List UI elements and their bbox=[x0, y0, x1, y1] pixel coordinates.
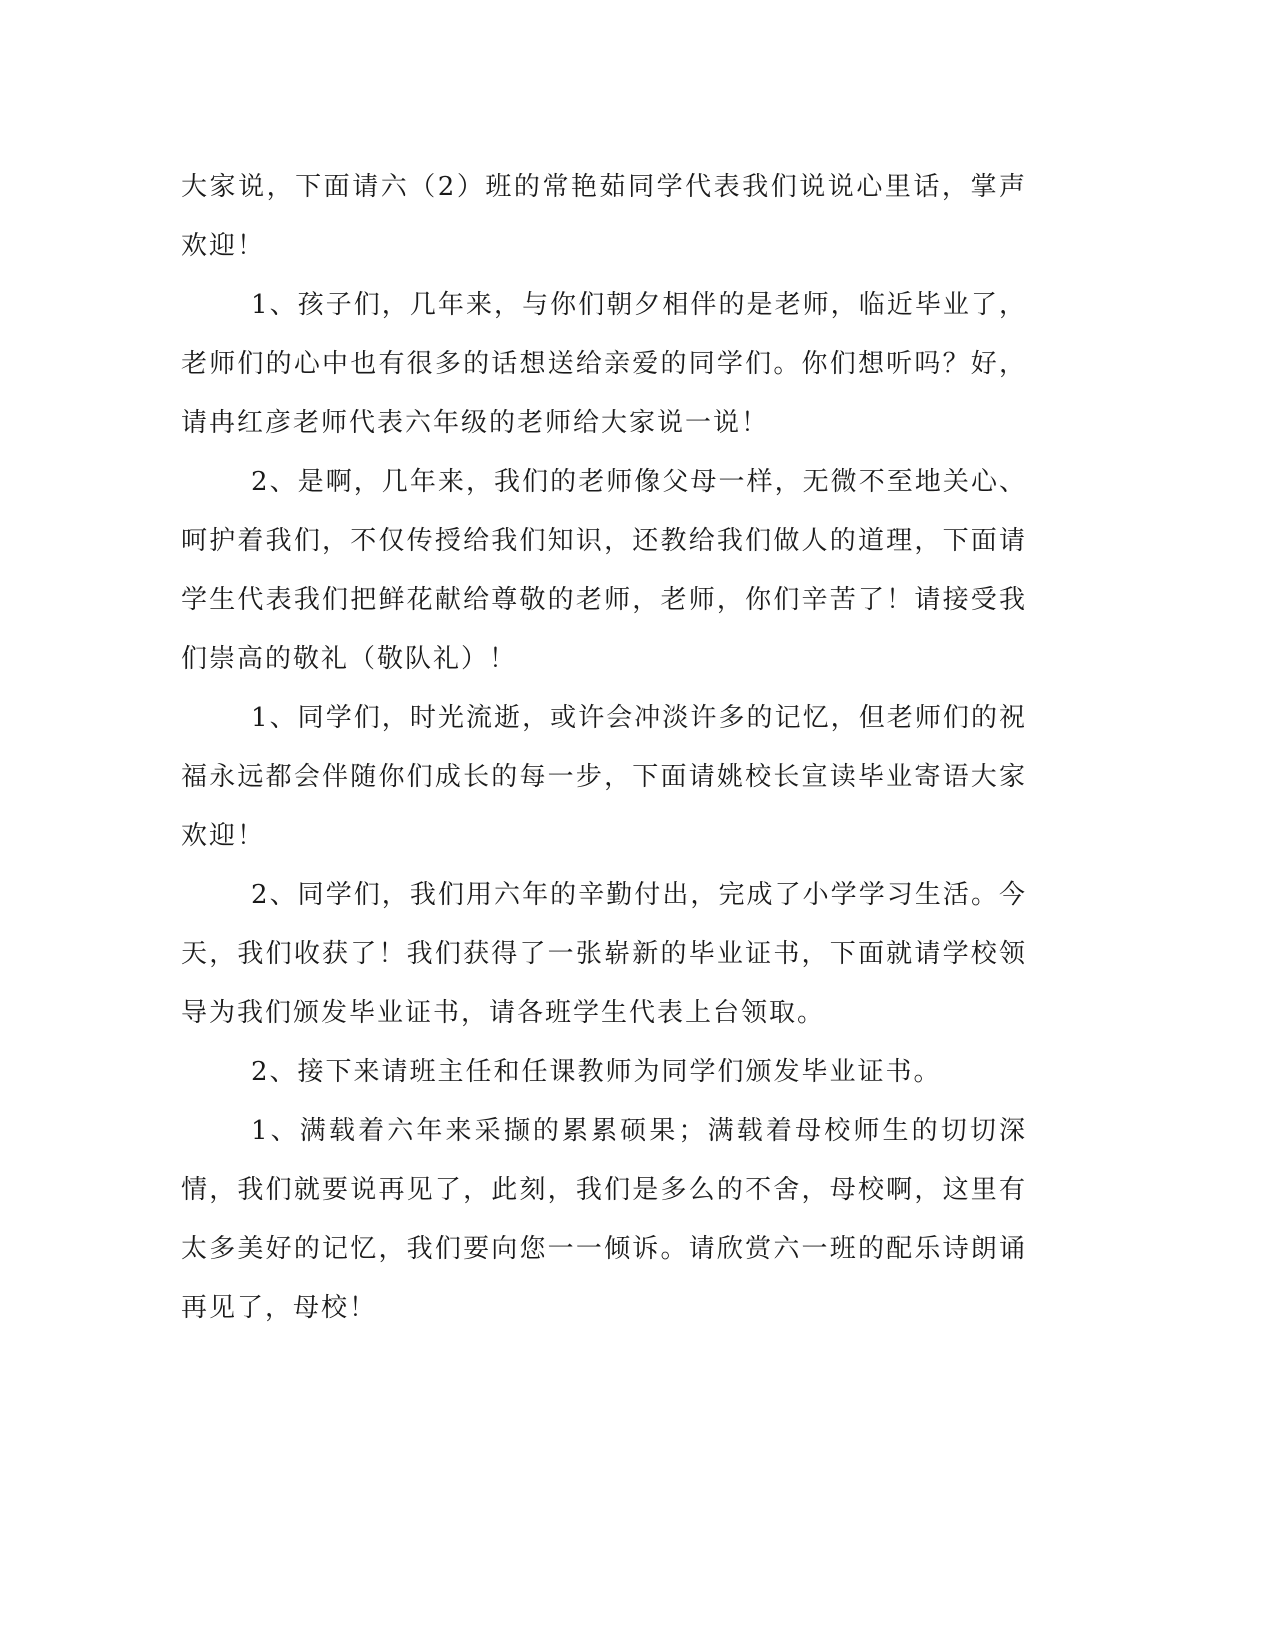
document-body bbox=[181, 158, 1027, 1338]
paragraph-7: 1、满载着六年来采撷的累累硕果；满载着母校师生的切切深情，我们就要说再见了，此刻，我们是多么的不舍，母校啊，这里有太多美好的记忆，我们要向您一一倾诉。请欣赏六一班的配乐诗朗诵再见了，母校！ bbox=[181, 1116, 1027, 1323]
paragraph-6: 2、接下来请班主任和任课教师为同学们颁发毕业证书。 bbox=[251, 1057, 942, 1087]
paragraph-2: 1、孩子们，几年来，与你们朝夕相伴的是老师，临近毕业了，老师们的心中也有很多的话想送给亲爱的同学们。你们想听吗？好，请冉红彦老师代表六年级的老师给大家说一说！ bbox=[181, 290, 1027, 438]
paragraph-4: 1、同学们，时光流逝，或许会冲淡许多的记忆，但老师们的祝福永远都会伴随你们成长的每一步，下面请姚校长宣读毕业寄语大家欢迎！ bbox=[181, 703, 1027, 851]
paragraph-3: 2、是啊，几年来，我们的老师像父母一样，无微不至地关心、呵护着我们，不仅传授给我们知识，还教给我们做人的道理，下面请学生代表我们把鲜花献给尊敬的老师，老师，你们辛苦了！请接受我们崇高的敬礼（敬队礼）！ bbox=[181, 467, 1027, 674]
paragraph-5: 2、同学们，我们用六年的辛勤付出，完成了小学学习生活。今天，我们收获了！我们获得了一张崭新的毕业证书，下面就请学校领导为我们颁发毕业证书，请各班学生代表上台领取。 bbox=[181, 880, 1027, 1028]
paragraph-1: 大家说，下面请六（2）班的常艳茹同学代表我们说说心里话，掌声欢迎！ bbox=[181, 172, 1027, 261]
